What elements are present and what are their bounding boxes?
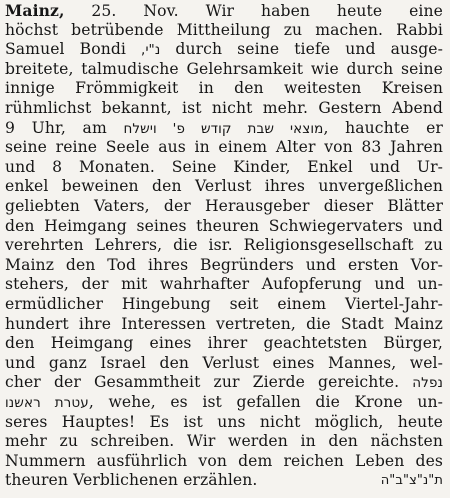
article-line-23: mehr zu schreiben. Wir werden in den nächsten — [5, 432, 443, 451]
article-line-22: seres Hauptes! Es ist uns nicht möglich, heute — [5, 412, 443, 431]
article-line-1: Mainz, 25. Nov. Wir haben heute eine — [5, 1, 443, 20]
article-line-4: breitete, talmudische Gelehrsamkeit wie durch seine — [5, 59, 443, 78]
article-line-6: rühmlichst bekannt, ist nicht mehr. Gestern Abend — [5, 99, 443, 117]
dateline-date: 25. Nov. — [91, 2, 179, 20]
article-line-25: theuren Verblichenen erzählen. ת"נ"צ"ב"ה — [5, 471, 443, 490]
hebrew-nafla: נפלה — [412, 375, 443, 392]
article-line-20: cher der Gesammtheit zur Zierde gereichte. נפלה — [5, 373, 443, 392]
article-line-7: 9 Uhr, am מוצאי שבת קודש פ' וישלח, hauchte er — [5, 118, 443, 137]
article-line-5: innige Frömmigkeit in den weitesten Kreisen — [5, 79, 443, 98]
article-line-8: seine reine Seele aus in einem Alter von 83 Jahren — [5, 138, 443, 157]
article-line-14: Mainz den Tod ihres Begründers und ersten Vor- — [5, 255, 443, 274]
article-line-3: Samuel Bondi נ"י, durch seine tiefe und ausge- — [5, 40, 444, 59]
article-line-21: עטרת ראשנו, wehe, es ist gefallen die Krone un- — [5, 393, 443, 411]
article-line-13: verehrten Lehrers, die isr. Religionsgesellschaft zu — [5, 236, 443, 255]
rabbi-name: Samuel Bondi — [5, 40, 127, 59]
hebrew-honorific: נ"י, — [141, 42, 161, 59]
article-line-10: enkel beweinen den Verlust ihres unvergeßlichen — [5, 177, 443, 196]
article-line-9: und 8 Monaten. Seine Kinder, Enkel und Ur- — [5, 157, 443, 176]
article-line-17: hundert ihre Interessen vertreten, die Stadt Mainz — [5, 314, 443, 333]
hebrew-date: מוצאי שבת קודש פ' וישלח — [123, 120, 324, 137]
hebrew-ateret: עטרת ראשנו — [5, 395, 89, 411]
article-line-16: ermüdlicher Hingebung seit einem Viertel-Jahr- — [5, 295, 443, 313]
article-line-11: geliebten Vaters, der Herausgeber dieser Blätter — [5, 197, 443, 215]
article-line-18: den Heimgang eines ihrer geachtetsten Bürger, — [5, 334, 443, 353]
article-line-2: höchst betrübende Mittheilung zu machen. Rabbi — [5, 20, 443, 39]
article-line-12: den Heimgang seines theuren Schwiegervaters und — [5, 216, 443, 235]
dateline-place: Mainz, — [5, 1, 65, 20]
article-line-24: Nummern ausführlich von dem reichen Leben des — [5, 451, 443, 470]
article-line-15: stehers, der mit wahrhafter Aufopferung und un- — [5, 275, 443, 294]
hebrew-signature: ת"נ"צ"ב"ה — [380, 473, 443, 489]
article-line-19: und ganz Israel den Verlust eines Mannes, wel- — [5, 353, 443, 372]
